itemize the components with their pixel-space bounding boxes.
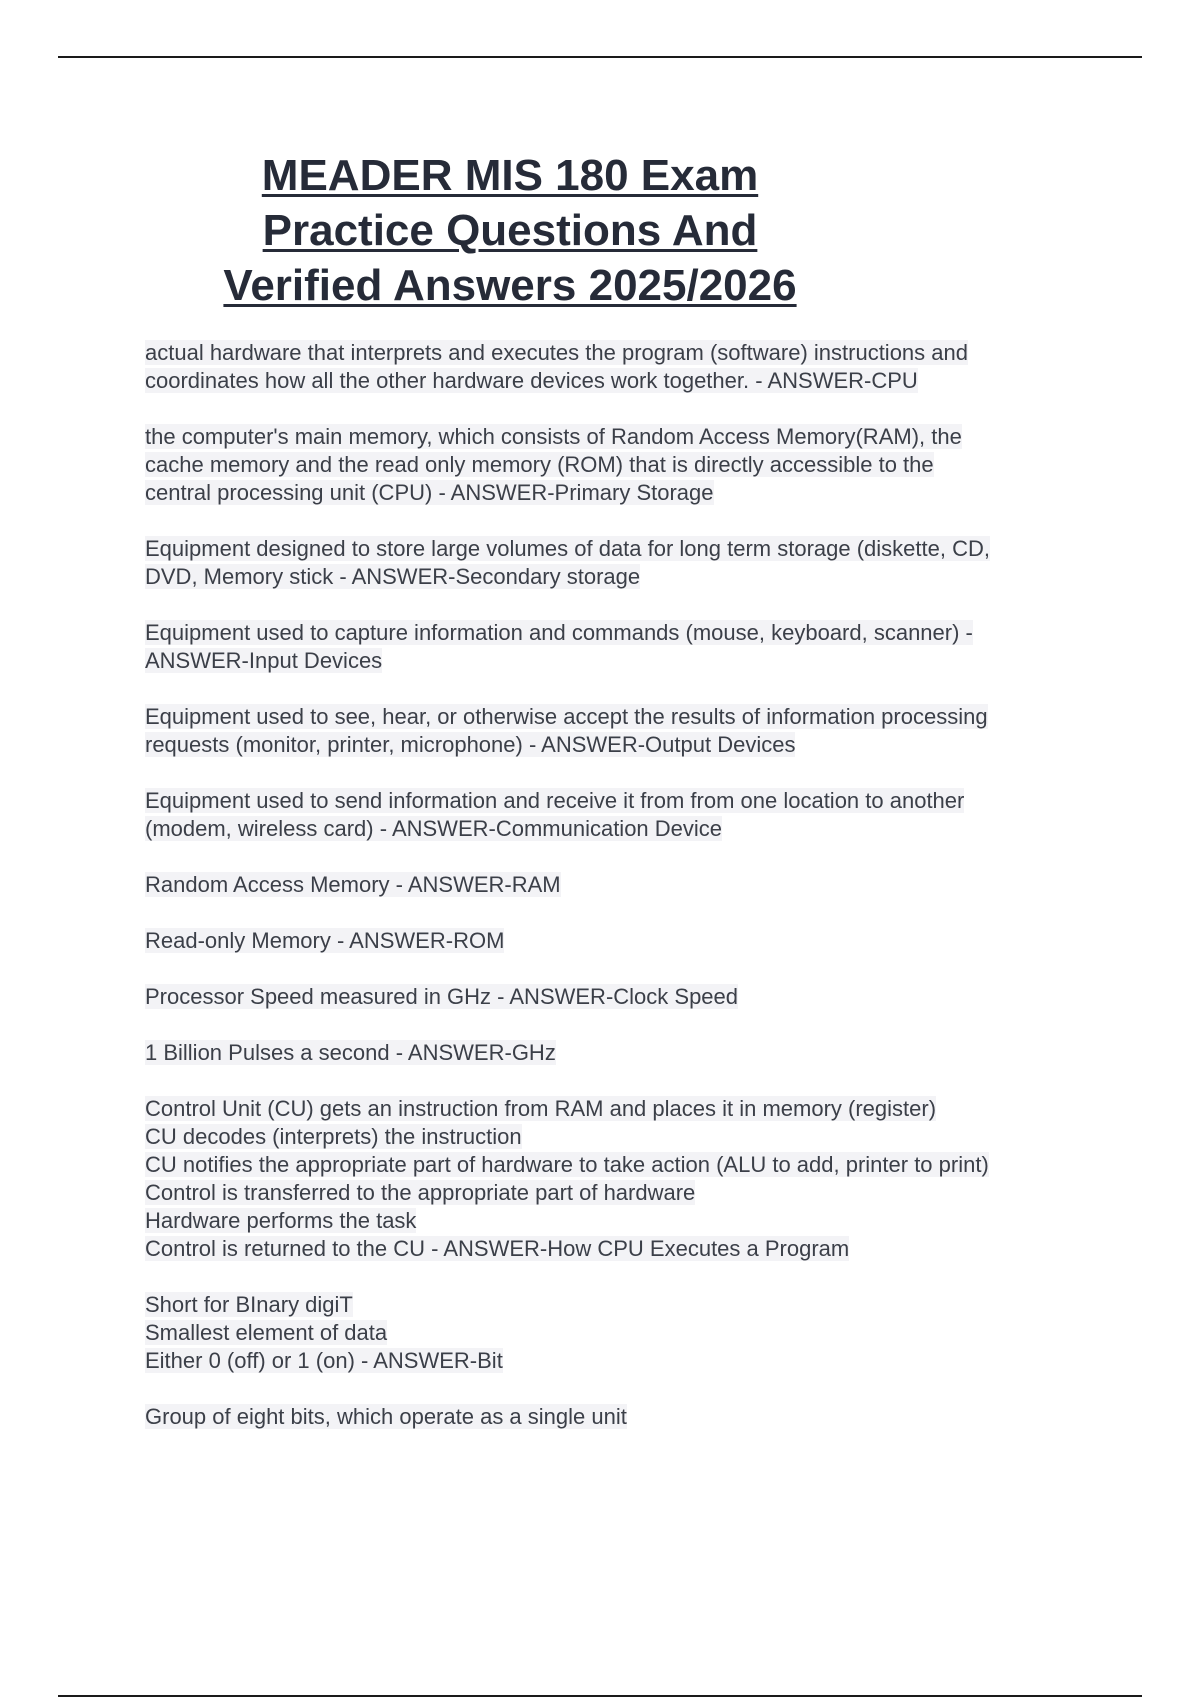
qa-entry bbox=[145, 1095, 1145, 1263]
entry-line: Equipment designed to store large volumes of data for long term storage (diskette, CD, bbox=[145, 536, 990, 561]
entry-line: coordinates how all the other hardware devices work together. - ANSWER-CPU bbox=[145, 368, 918, 393]
qa-list bbox=[145, 339, 1145, 1459]
footer-rule bbox=[58, 1695, 1142, 1697]
qa-entry bbox=[145, 1039, 1145, 1067]
entry-line: the computer's main memory, which consists of Random Access Memory(RAM), the bbox=[145, 424, 962, 449]
qa-entry bbox=[145, 535, 1145, 591]
qa-entry bbox=[145, 1403, 1145, 1431]
entry-line: DVD, Memory stick - ANSWER-Secondary storage bbox=[145, 564, 641, 589]
entry-line: Control is transferred to the appropriate part of hardware bbox=[145, 1180, 696, 1205]
qa-entry bbox=[145, 703, 1145, 759]
entry-line: (modem, wireless card) - ANSWER-Communication Device bbox=[145, 816, 723, 841]
entry-line: Control Unit (CU) gets an instruction from RAM and places it in memory (register) bbox=[145, 1096, 937, 1121]
entry-line: 1 Billion Pulses a second - ANSWER-GHz bbox=[145, 1040, 556, 1065]
entry-line: Smallest element of data bbox=[145, 1320, 388, 1345]
entry-line: requests (monitor, printer, microphone) - ANSWER-Output Devices bbox=[145, 732, 796, 757]
entry-line: Random Access Memory - ANSWER-RAM bbox=[145, 872, 561, 897]
qa-entry bbox=[145, 423, 1145, 507]
entry-line: Short for BInary digiT bbox=[145, 1292, 353, 1317]
qa-entry bbox=[145, 619, 1145, 675]
entry-line: Read-only Memory - ANSWER-ROM bbox=[145, 928, 505, 953]
title-line-2: Practice Questions And bbox=[262, 206, 758, 255]
entry-line: central processing unit (CPU) - ANSWER-Primary Storage bbox=[145, 480, 714, 505]
header-rule bbox=[58, 56, 1142, 58]
qa-entry bbox=[145, 339, 1145, 395]
entry-line: Equipment used to capture information and commands (mouse, keyboard, scanner) - bbox=[145, 620, 973, 645]
entry-line: Group of eight bits, which operate as a single unit bbox=[145, 1404, 627, 1429]
entry-line: Either 0 (off) or 1 (on) - ANSWER-Bit bbox=[145, 1348, 503, 1373]
entry-line: ANSWER-Input Devices bbox=[145, 648, 383, 673]
entry-line: Hardware performs the task bbox=[145, 1208, 417, 1233]
qa-entry bbox=[145, 871, 1145, 899]
entry-line: actual hardware that interprets and executes the program (software) instructions and bbox=[145, 340, 968, 365]
entry-line: Control is returned to the CU - ANSWER-How CPU Executes a Program bbox=[145, 1236, 850, 1261]
entry-line: CU notifies the appropriate part of hardware to take action (ALU to add, printer to print) bbox=[145, 1152, 989, 1177]
title-line-1: MEADER MIS 180 Exam bbox=[261, 151, 759, 200]
qa-entry bbox=[145, 983, 1145, 1011]
entry-line: CU decodes (interprets) the instruction bbox=[145, 1124, 522, 1149]
entry-line: Equipment used to see, hear, or otherwise accept the results of information processing bbox=[145, 704, 988, 729]
qa-entry bbox=[145, 1291, 1145, 1375]
entry-line: cache memory and the read only memory (ROM) that is directly accessible to the bbox=[145, 452, 934, 477]
page-title bbox=[160, 148, 860, 313]
entry-line: Processor Speed measured in GHz - ANSWER-Clock Speed bbox=[145, 984, 739, 1009]
entry-line: Equipment used to send information and receive it from from one location to another bbox=[145, 788, 965, 813]
title-line-3: Verified Answers 2025/2026 bbox=[223, 261, 797, 310]
qa-entry bbox=[145, 787, 1145, 843]
qa-entry bbox=[145, 927, 1145, 955]
